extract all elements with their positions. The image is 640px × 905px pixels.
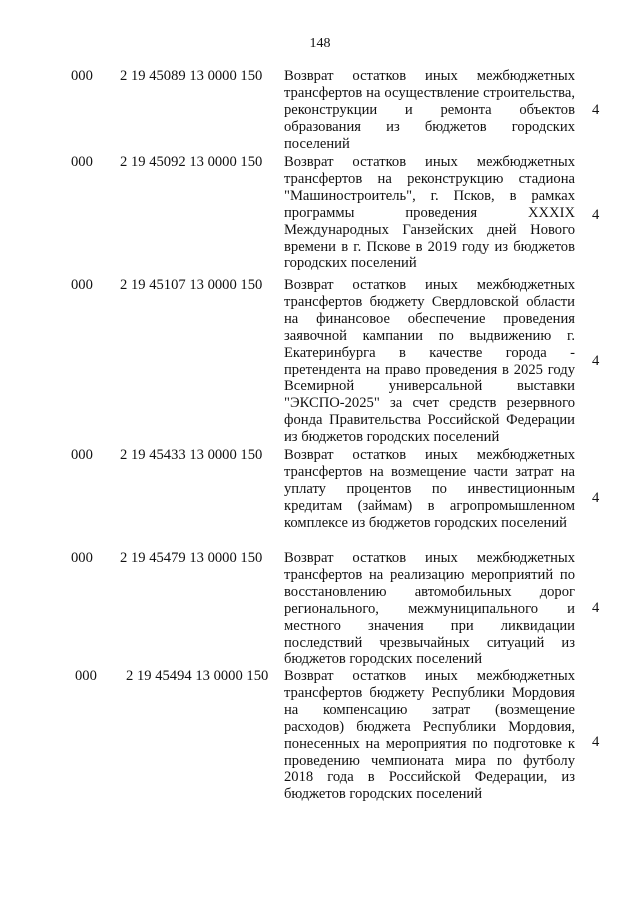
admin-code: 000 [71, 68, 93, 84]
kbk-code: 2 19 45089 13 0000 150 [120, 68, 263, 84]
admin-code: 000 [71, 154, 93, 170]
admin-code: 000 [71, 277, 93, 293]
table-row [0, 154, 640, 277]
row-amount: 4 [592, 734, 600, 750]
kbk-code: 2 19 45433 13 0000 150 [120, 447, 263, 463]
row-amount: 4 [592, 102, 600, 118]
row-description: Возврат остатков иных межбюджетных трансфертов на возмещение части затрат на уплату процентов по инвестиционным кредитам (займам) в агропромышленном комплексе из бюджетов городских поселений [284, 447, 575, 531]
kbk-code: 2 19 45092 13 0000 150 [120, 154, 263, 170]
row-amount: 4 [592, 353, 600, 369]
table-row [0, 277, 640, 447]
kbk-code: 2 19 45494 13 0000 150 [126, 668, 269, 684]
row-description: Возврат остатков иных межбюджетных трансфертов на осуществление строительства, реконструкции и ремонта объектов образования из бюджетов городских поселений [284, 68, 575, 152]
row-description: Возврат остатков иных межбюджетных трансфертов на реконструкцию стадиона "Машиностроитель", г. Псков, в рамках программы проведения XXXIX Международных Ганзейских дней Нового времени в г. Пскове в 2019 году из бюджетов городских поселений [284, 154, 575, 272]
kbk-code: 2 19 45479 13 0000 150 [120, 550, 263, 566]
admin-code: 000 [71, 447, 93, 463]
table-row [0, 447, 640, 550]
table-row [0, 668, 640, 818]
row-amount: 4 [592, 600, 600, 616]
row-description: Возврат остатков иных межбюджетных трансфертов на реализацию мероприятий по восстановлению автомобильных дорог регионального, межмуниципального и местного значения при ликвидации последствий чрезвычайных ситуаций из бюджетов городских поселений [284, 550, 575, 668]
row-description: Возврат остатков иных межбюджетных трансфертов бюджету Республики Мордовия на компенсацию затрат (возмещение расходов) бюджета Республики Мордовия, понесенных на мероприятия по подготовке к проведению чемпионата мира по футболу 2018 года в Российской Федерации, из бюджетов городских поселений [284, 668, 575, 803]
row-amount: 4 [592, 489, 600, 506]
kbk-code: 2 19 45107 13 0000 150 [120, 277, 263, 293]
page-number: 148 [309, 36, 331, 51]
row-amount: 4 [592, 206, 600, 223]
row-description: Возврат остатков иных межбюджетных трансфертов бюджету Свердловской области на финансовое обеспечение проведения заявочной кампании по выдвижению г. Екатеринбурга в качестве города - претендента на право проведения в 2025 году Всемирной универсальной выставки "ЭКСПО-2025" за счет средств резервного фонда Правительства Российской Федерации из бюджетов городских поселений [284, 277, 575, 446]
admin-code: 000 [75, 668, 97, 684]
table-row [0, 550, 640, 668]
admin-code: 000 [71, 550, 93, 566]
budget-code-table [0, 68, 640, 818]
table-row [0, 68, 640, 154]
